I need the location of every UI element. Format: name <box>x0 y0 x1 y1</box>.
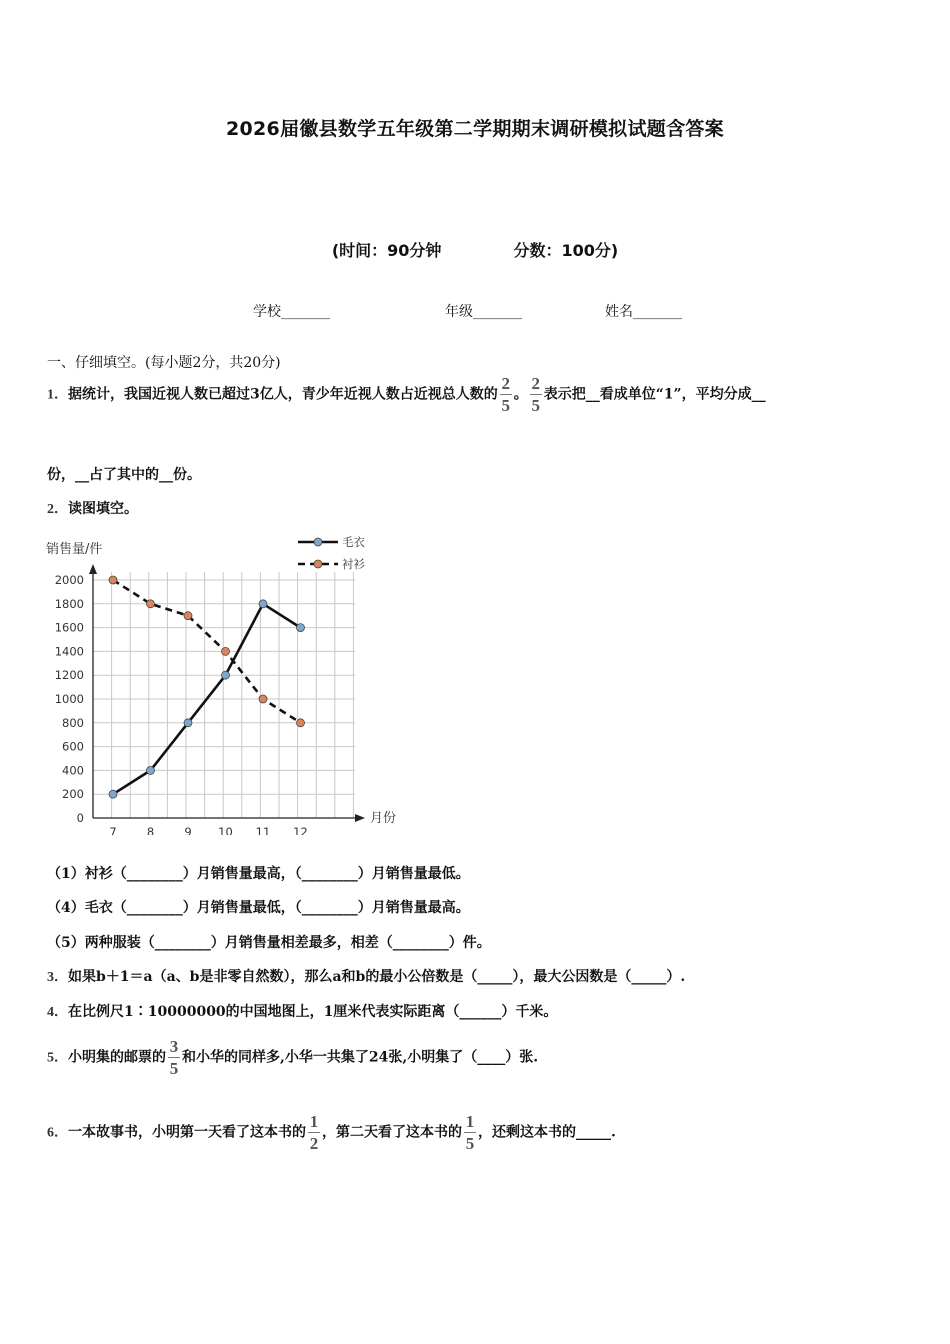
y-tick-label: 1800 <box>54 596 84 611</box>
section-heading: 一、仔细填空。(每小题2分，共20分) <box>47 355 281 371</box>
question-2 <box>47 498 138 518</box>
question-text: 据统计，我国近视人数已超过3亿人，青少年近视人数占近视总人数的 <box>68 386 498 403</box>
data-point <box>297 624 305 632</box>
fraction: $\frac{1}{5}$ <box>465 1112 475 1153</box>
data-point <box>259 695 267 703</box>
legend-label: 衬衫 <box>342 557 365 571</box>
y-tick-label: 600 <box>62 739 84 754</box>
question-2-4: （4）毛衣（________）月销售量最低，（________）月销售量最高。 <box>47 900 470 916</box>
data-point <box>259 600 267 608</box>
x-tick-label: 7 <box>109 825 117 835</box>
legend-marker <box>314 560 322 568</box>
question-4 <box>47 1001 557 1021</box>
data-point <box>147 600 155 608</box>
chart-legend <box>298 535 365 571</box>
question-text: 小明集的邮票的 <box>68 1049 166 1066</box>
y-axis-arrow <box>89 564 97 574</box>
x-tick-label: 9 <box>184 825 192 835</box>
y-tick-label: 1600 <box>54 620 84 635</box>
exam-time: (时间：90分钟 <box>331 241 442 260</box>
question-text: 读图填空。 <box>68 501 138 517</box>
question-number: 4． <box>47 1005 68 1020</box>
question-6 <box>47 1113 616 1152</box>
question-number: 5． <box>47 1050 68 1066</box>
data-point <box>184 612 192 620</box>
question-number: 3． <box>47 970 68 985</box>
y-tick-label: 1400 <box>54 644 84 659</box>
fraction: $\frac{2}{5}$ <box>501 374 510 415</box>
question-text: 一本故事书，小明第一天看了这本书的 <box>68 1124 306 1141</box>
fraction: $\frac{2}{5}$ <box>531 374 540 415</box>
name-field[interactable]: 姓名_______ <box>605 304 682 320</box>
question-number: 2． <box>47 502 68 517</box>
y-tick-label: 400 <box>62 763 84 778</box>
question-text: 如果b＋1＝a（a、b是非零自然数），那么a和b的最小公倍数是（_____），最大公因数是（_____）. <box>68 969 686 985</box>
x-tick-label: 10 <box>218 825 233 835</box>
y-tick-label: 800 <box>62 715 84 730</box>
question-number: 1． <box>47 387 68 403</box>
data-point <box>297 719 305 727</box>
chart-series <box>109 576 305 798</box>
y-axis-label: 销售量/件 <box>46 542 103 557</box>
legend-marker <box>314 538 322 546</box>
data-point <box>184 719 192 727</box>
y-tick-label: 200 <box>62 787 84 802</box>
grade-field[interactable]: 年级_______ <box>445 304 522 320</box>
y-tick-label: 0 <box>76 811 84 825</box>
sales-line-chart <box>40 530 410 835</box>
data-point <box>109 790 117 798</box>
data-point <box>147 766 155 774</box>
data-point <box>109 576 117 584</box>
question-1-cont: 份，__占了其中的__份。 <box>47 467 201 483</box>
x-tick-label: 12 <box>293 825 308 835</box>
y-tick-label: 1200 <box>54 668 84 683</box>
question-text: 和小华的同样多,小华一共集了24张,小明集了（____）张. <box>182 1049 539 1066</box>
question-text: 。 <box>513 386 528 403</box>
data-point <box>222 647 230 655</box>
x-axis-arrow <box>355 814 365 822</box>
question-1 <box>47 375 766 414</box>
y-tick-label: 1000 <box>54 692 84 706</box>
question-5 <box>47 1038 538 1077</box>
question-3 <box>47 966 685 986</box>
data-point <box>222 671 230 679</box>
y-tick-label: 2000 <box>54 573 84 587</box>
question-number: 6． <box>47 1125 68 1141</box>
question-text: ，第二天看了这本书的 <box>322 1124 462 1141</box>
x-tick-label: 8 <box>146 825 155 835</box>
x-tick-label: 11 <box>255 825 271 835</box>
question-text: 表示把__看成单位“1”，平均分成__ <box>543 386 766 403</box>
question-2-1: （1）衬衫（________）月销售量最高，（________）月销售量最低。 <box>47 866 470 882</box>
exam-score: 分数：100分) <box>513 241 619 260</box>
x-axis-label: 月份 <box>370 811 397 826</box>
chart-axes <box>46 541 396 826</box>
fraction: $\frac{1}{2}$ <box>309 1112 319 1153</box>
legend-label: 毛衣 <box>342 535 365 549</box>
question-2-5: （5）两种服装（________）月销售量相差最多，相差（________）件。 <box>47 935 491 951</box>
fraction: $\frac{3}{5}$ <box>169 1037 179 1078</box>
question-text: ，还剩这本书的_____. <box>478 1124 616 1141</box>
question-text: 在比例尺1∶10000000的中国地图上，1厘米代表实际距离（______）千米。 <box>68 1004 558 1020</box>
page-title: 2026届徽县数学五年级第二学期期末调研模拟试题含答案 <box>226 118 724 140</box>
school-field[interactable]: 学校_______ <box>253 304 330 320</box>
exam-meta <box>0 238 950 261</box>
